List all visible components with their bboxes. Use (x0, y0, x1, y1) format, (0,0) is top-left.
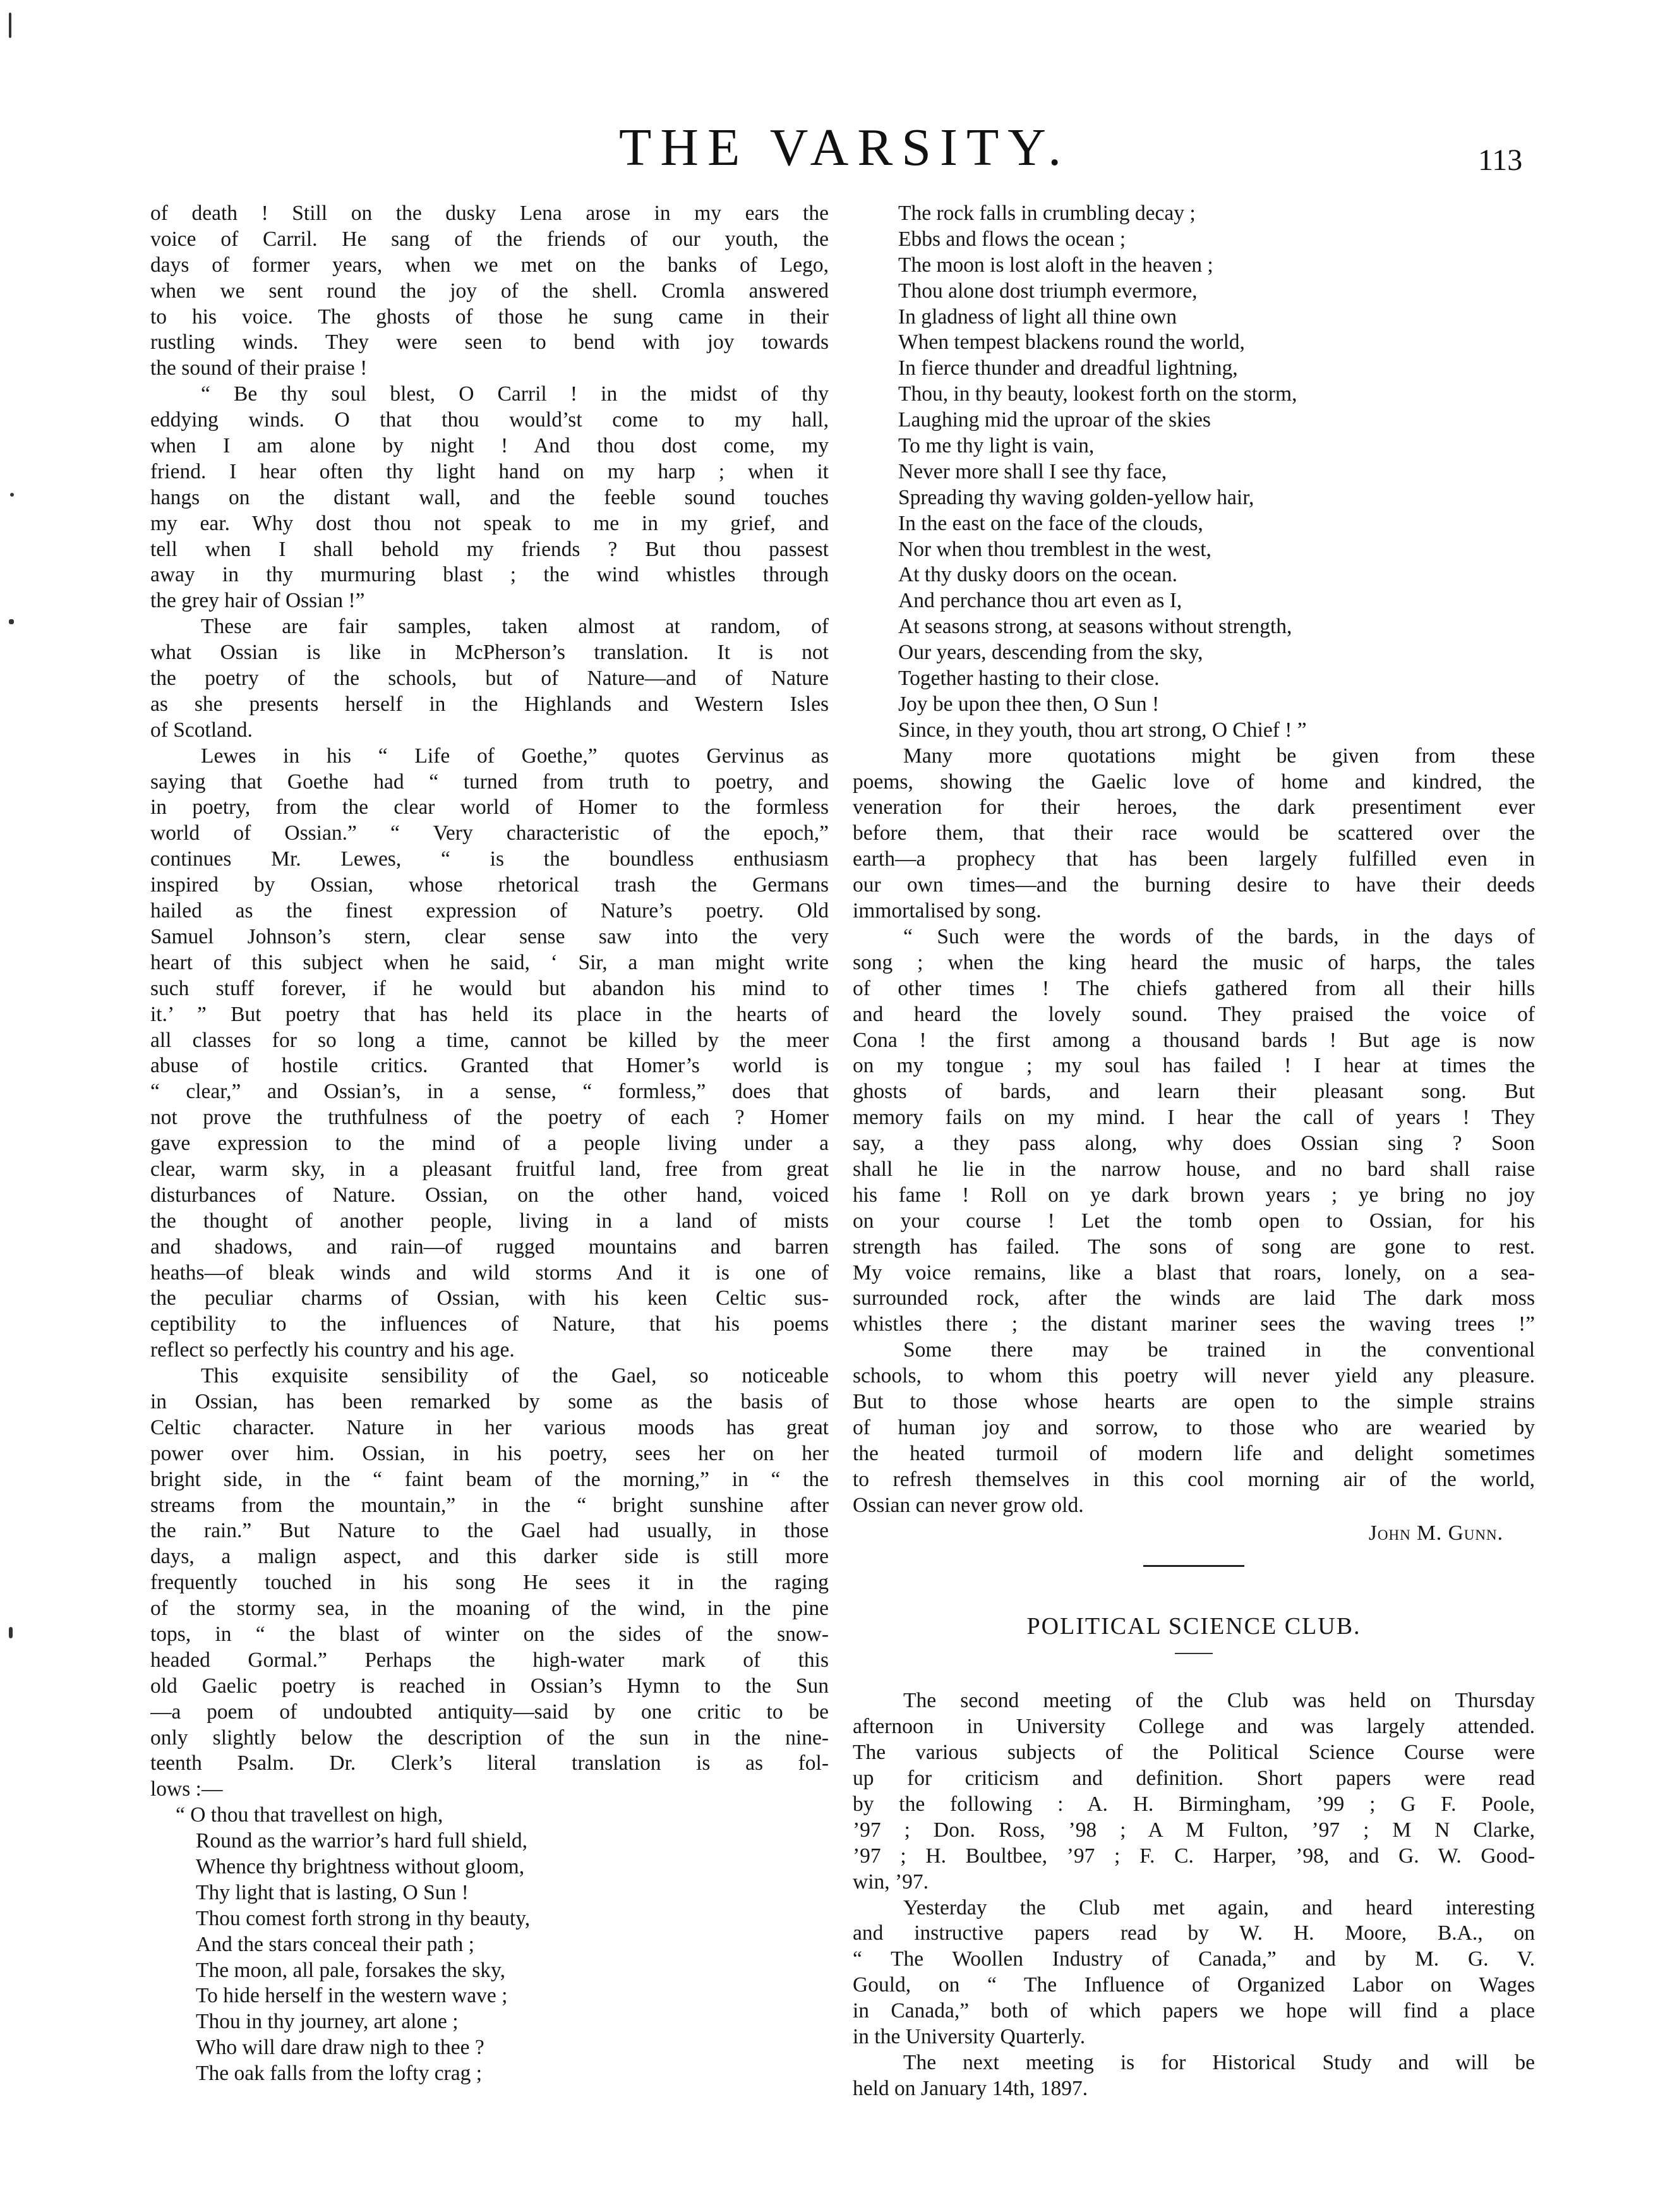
text-line: This exquisite sensibility of the Gael, so noticeable (201, 1364, 829, 1388)
text-line: tell when I shall behold my friends ? But thou passest (150, 537, 829, 561)
text-line: of death ! Still on the dusky Lena arose in my ears the (150, 202, 829, 225)
text-line: the peculiar charms of Ossian, with his keen Celtic sus- (150, 1286, 829, 1310)
text-line: bright side, in the “ faint beam of the morning,” in “ the (150, 1467, 829, 1491)
text-line: —a poem of undoubted antiquity—said by one critic to be (150, 1700, 829, 1724)
text-line: days of former years, when we met on the banks of Lego, (150, 253, 829, 277)
right-column (853, 201, 1535, 2102)
text-line: Laughing mid the uproar of the skies (898, 408, 1211, 432)
text-line: power over him. Ossian, in his poetry, sees her on her (150, 1441, 829, 1465)
text-line: Whence thy brightness without gloom, (196, 1855, 525, 1878)
text-line: At seasons strong, at seasons without strength, (898, 615, 1292, 639)
text-line: eddying winds. O that thou would’st come to my hall, (150, 408, 829, 432)
text-line: Some there may be trained in the conventional (903, 1338, 1535, 1362)
scan-mark (9, 619, 14, 624)
text-line: ceptibility to the influences of Nature, that his poems (150, 1312, 829, 1336)
text-line: Since, in they youth, thou art strong, O Chief ! ” (898, 718, 1307, 742)
text-line: win, ’97. (853, 1870, 929, 1894)
text-line: in Ossian, has been remarked by some as the basis of (150, 1389, 829, 1413)
text-line: The moon is lost aloft in the heaven ; (898, 253, 1213, 277)
text-line: to refresh themselves in this cool morning air of the world, (853, 1467, 1535, 1491)
text-line: Many more quotations might be given from these (903, 744, 1535, 768)
text-line: our own times—and the burning desire to have their deeds (853, 873, 1535, 897)
text-line: my ear. Why dost thou not speak to me in my grief, and (150, 511, 829, 535)
text-line: Ossian can never grow old. (853, 1493, 1084, 1517)
text-line: only slightly below the description of the sun in the nine- (150, 1725, 829, 1750)
hymn-continuation (853, 201, 1535, 744)
text-line: on your course ! Let the tomb open to Ossian, for his (853, 1209, 1535, 1233)
text-line: of other times ! The chiefs gathered from all their hills (853, 976, 1535, 1000)
left-column (150, 201, 829, 2087)
text-line: strength has failed. The sons of song are gone to rest. (853, 1235, 1535, 1259)
author-signature: John M. Gunn. (1368, 1521, 1503, 1545)
text-line: what Ossian is like in McPherson’s translation. It is not (150, 641, 829, 665)
club-report (853, 1688, 1535, 2101)
text-line: heaths—of bleak winds and wild storms And it is one of (150, 1260, 829, 1284)
masthead-title: THE VARSITY. (619, 118, 1071, 177)
text-line: schools, to whom this poetry will never yield any pleasure. (853, 1364, 1535, 1388)
text-line: days, a malign aspect, and this darker side is still more (150, 1545, 829, 1569)
text-line: Never more shall I see thy face, (898, 459, 1167, 483)
text-line: before them, that their race would be scattered over the (853, 821, 1535, 845)
text-line: Together hasting to their close. (898, 667, 1160, 691)
text-line: the sound of their praise ! (150, 356, 368, 380)
text-line: song ; when the king heard the music of harps, the tales (853, 950, 1535, 974)
text-line: veneration for their heroes, the dark presentiment ever (853, 795, 1535, 819)
text-line: old Gaelic poetry is reached in Ossian’s Hymn to the Sun (150, 1674, 829, 1698)
text-line: disturbances of Nature. Ossian, on the other hand, voiced (150, 1183, 829, 1207)
text-line: voice of Carril. He sang of the friends of our youth, the (150, 227, 829, 251)
text-line: all classes for so long a time, cannot be killed by the meer (150, 1028, 829, 1052)
text-line: tops, in “ the blast of winter on the sides of the snow- (150, 1622, 829, 1646)
text-line: of human joy and sorrow, to those who are wearied by (853, 1415, 1535, 1439)
text-line: held on January 14th, 1897. (853, 2076, 1088, 2100)
text-line: “ Be thy soul blest, O Carril ! in the midst of thy (201, 382, 829, 406)
text-line: immortalised by song. (853, 899, 1042, 923)
text-line: his fame ! Roll on ye dark brown years ; ye bring no joy (853, 1183, 1535, 1207)
text-line: The various subjects of the Political Science Course were (853, 1741, 1535, 1765)
text-line: Cona ! the first among a thousand bards ! But age is now (853, 1028, 1535, 1052)
text-line: in Canada,” both of which papers we hope will find a place (853, 1999, 1535, 2023)
text-line: heart of this subject when he said, ‘ Sir, a man might write (150, 950, 829, 974)
text-line: When tempest blackens round the world, (898, 330, 1245, 354)
text-line: At thy dusky doors on the ocean. (898, 563, 1177, 587)
text-line: the thought of another people, living in a land of mists (150, 1209, 829, 1233)
text-line: Our years, descending from the sky, (898, 641, 1203, 665)
text-line: teenth Psalm. Dr. Clerk’s literal translation is as fol- (150, 1751, 829, 1775)
text-line: “ Such were the words of the bards, in the days of (903, 924, 1535, 948)
text-line: reflect so perfectly his country and his age. (150, 1338, 515, 1362)
text-line: The oak falls from the lofty crag ; (196, 2062, 483, 2086)
text-line: streams from the mountain,” in the “ bright sunshine after (150, 1493, 829, 1517)
scan-mark (9, 1627, 13, 1638)
text-line: it.’ ” But poetry that has held its place in the hearts of (150, 1002, 829, 1026)
text-line: These are fair samples, taken almost at random, of (201, 615, 829, 639)
text-line: and shadows, and rain—of rugged mountains and barren (150, 1235, 829, 1259)
text-line: the rain.” But Nature to the Gael had usually, in those (150, 1519, 829, 1543)
text-line: rustling winds. They were seen to bend with joy towards (150, 330, 829, 354)
text-line: headed Gormal.” Perhaps the high-water mark of this (150, 1648, 829, 1672)
text-line: clear, warm sky, in a pleasant fruitful land, free from great (150, 1157, 829, 1181)
text-line: world of Ossian.” “ Very characteristic of the epoch,” (150, 821, 829, 845)
text-line: My voice remains, like a blast that roars, lonely, on a sea- (853, 1260, 1535, 1284)
text-line: the poetry of the schools, but of Nature—and of Nature (150, 667, 829, 691)
text-line: Yesterday the Club met again, and heard interesting (903, 1895, 1535, 1919)
text-line: afternoon in University College and was largely attended. (853, 1715, 1535, 1739)
text-line: abuse of hostile critics. Granted that Homer’s world is (150, 1054, 829, 1078)
scan-mark (9, 13, 11, 38)
text-line: ’97 ; Don. Ross, ’98 ; A M Fulton, ’97 ; M N Clarke, (853, 1818, 1535, 1842)
text-line: hangs on the distant wall, and the feeble sound touches (150, 485, 829, 509)
text-line: away in thy murmuring blast ; the wind whistles through (150, 563, 829, 587)
text-line: The rock falls in crumbling decay ; (898, 202, 1196, 225)
text-line: Gould, on “ The Influence of Organized Labor on Wages (853, 1973, 1535, 1997)
text-line: memory fails on my mind. I hear the call of years ! They (853, 1106, 1535, 1130)
text-line: Who will dare draw nigh to thee ? (196, 2036, 484, 2060)
text-line: earth—a prophecy that has been largely fulfilled even in (853, 847, 1535, 871)
text-line: And perchance thou art even as I, (898, 589, 1182, 613)
text-line: “ clear,” and Ossian’s, in a sense, “ formless,” does that (150, 1080, 829, 1104)
text-line: Spreading thy waving golden-yellow hair, (898, 485, 1254, 509)
text-line: on my tongue ; my soul has failed ! I hear at times the (853, 1054, 1535, 1078)
page-number: 113 (1478, 143, 1523, 177)
text-line: The moon, all pale, forsakes the sky, (196, 1958, 505, 1982)
text-line: such stuff forever, if he would but abandon his mind to (150, 976, 829, 1000)
text-line: the heated turmoil of modern life and delight sometimes (853, 1441, 1535, 1465)
text-line: Thou, in thy beauty, lookest forth on the storm, (898, 382, 1297, 406)
text-line: shall he lie in the narrow house, and no bard shall raise (853, 1157, 1535, 1181)
text-line: Nor when thou tremblest in the west, (898, 537, 1211, 561)
text-line: by the following : A. H. Birmingham, ’99 ; G F. Poole, (853, 1792, 1535, 1816)
text-line: “ O thou that travellest on high, (176, 1803, 443, 1827)
text-line: surrounded rock, after the winds are laid The dark moss (853, 1286, 1535, 1310)
text-line: Lewes in his “ Life of Goethe,” quotes Gervinus as (201, 744, 829, 768)
text-line: when I am alone by night ! And thou dost come, my (150, 434, 829, 458)
heading-ornament (1175, 1653, 1213, 1654)
text-line: In the east on the face of the clouds, (898, 511, 1203, 535)
text-line: The next meeting is for Historical Study and will be (903, 2050, 1535, 2074)
text-line: in the University Quarterly. (853, 2025, 1086, 2048)
text-line: ’97 ; H. Boultbee, ’97 ; F. C. Harper, ’98, and G. W. Good- (853, 1844, 1535, 1868)
text-line: To hide herself in the western wave ; (196, 1984, 508, 2008)
text-line: Round as the warrior’s hard full shield, (196, 1829, 528, 1853)
text-line: lows :— (150, 1777, 223, 1801)
text-line: ghosts of bards, and learn their pleasant song. But (853, 1080, 1535, 1104)
text-line: and heard the lovely sound. They praised the voice of (853, 1002, 1535, 1026)
text-line: “ The Woollen Industry of Canada,” and by M. G. V. (853, 1947, 1535, 1971)
text-line: up for criticism and definition. Short papers were read (853, 1767, 1535, 1791)
text-line: as she presents herself in the Highlands and Western Isles (150, 692, 829, 716)
text-line: continues Mr. Lewes, “ is the boundless enthusiasm (150, 847, 829, 871)
section-heading: POLITICAL SCIENCE CLUB. (1026, 1613, 1361, 1640)
text-line: when we sent round the joy of the shell. Cromla answered (150, 279, 829, 303)
text-line: Celtic character. Nature in her various moods has great (150, 1415, 829, 1439)
text-line: In fierce thunder and dreadful lightning, (898, 356, 1238, 380)
text-line: say, a they pass along, why does Ossian sing ? Soon (853, 1132, 1535, 1156)
text-line: In gladness of light all thine own (898, 305, 1177, 329)
text-line: Thou in thy journey, art alone ; (196, 2010, 459, 2034)
text-line: of the stormy sea, in the moaning of the wind, in the pine (150, 1597, 829, 1621)
text-line: poems, showing the Gaelic love of home and kindred, the (853, 770, 1535, 794)
text-line: Thou alone dost triumph evermore, (898, 279, 1198, 303)
text-line: of Scotland. (150, 718, 253, 742)
text-line: inspired by Ossian, whose rhetorical trash the Germans (150, 873, 829, 897)
text-line: saying that Goethe had “ turned from truth to poetry, and (150, 770, 829, 794)
text-line: whistles there ; the distant mariner sees the waving trees !” (853, 1312, 1535, 1336)
text-line: frequently touched in his song He sees it in the raging (150, 1571, 829, 1595)
text-line: But to those whose hearts are open to the simple strains (853, 1389, 1535, 1413)
text-line: in poetry, from the clear world of Homer to the formless (150, 795, 829, 819)
text-line: to his voice. The ghosts of those he sung came in their (150, 305, 829, 329)
text-line: Thy light that is lasting, O Sun ! (196, 1880, 469, 1904)
text-line: not prove the truthfulness of the poetry of each ? Homer (150, 1106, 829, 1130)
text-line: the grey hair of Ossian !” (150, 589, 365, 613)
text-line: Ebbs and flows the ocean ; (898, 227, 1126, 251)
section-divider (1143, 1565, 1244, 1567)
text-line: The second meeting of the Club was held on Thursday (903, 1689, 1535, 1713)
scan-mark (10, 493, 14, 497)
text-line: To me thy light is vain, (898, 434, 1095, 458)
text-line: Samuel Johnson’s stern, clear sense saw into the very (150, 924, 829, 948)
text-line: hailed as the finest expression of Nature’s poetry. Old (150, 899, 829, 923)
text-line: Thou comest forth strong in thy beauty, (196, 1906, 531, 1930)
text-line: Joy be upon thee then, O Sun ! (898, 692, 1160, 716)
text-line: friend. I hear often thy light hand on my harp ; when it (150, 459, 829, 483)
article-conclusion (853, 744, 1535, 1519)
text-line: gave expression to the mind of a people living under a (150, 1132, 829, 1156)
text-line: And the stars conceal their path ; (196, 1932, 474, 1956)
text-line: and instructive papers read by W. H. Moore, B.A., on (853, 1921, 1535, 1945)
